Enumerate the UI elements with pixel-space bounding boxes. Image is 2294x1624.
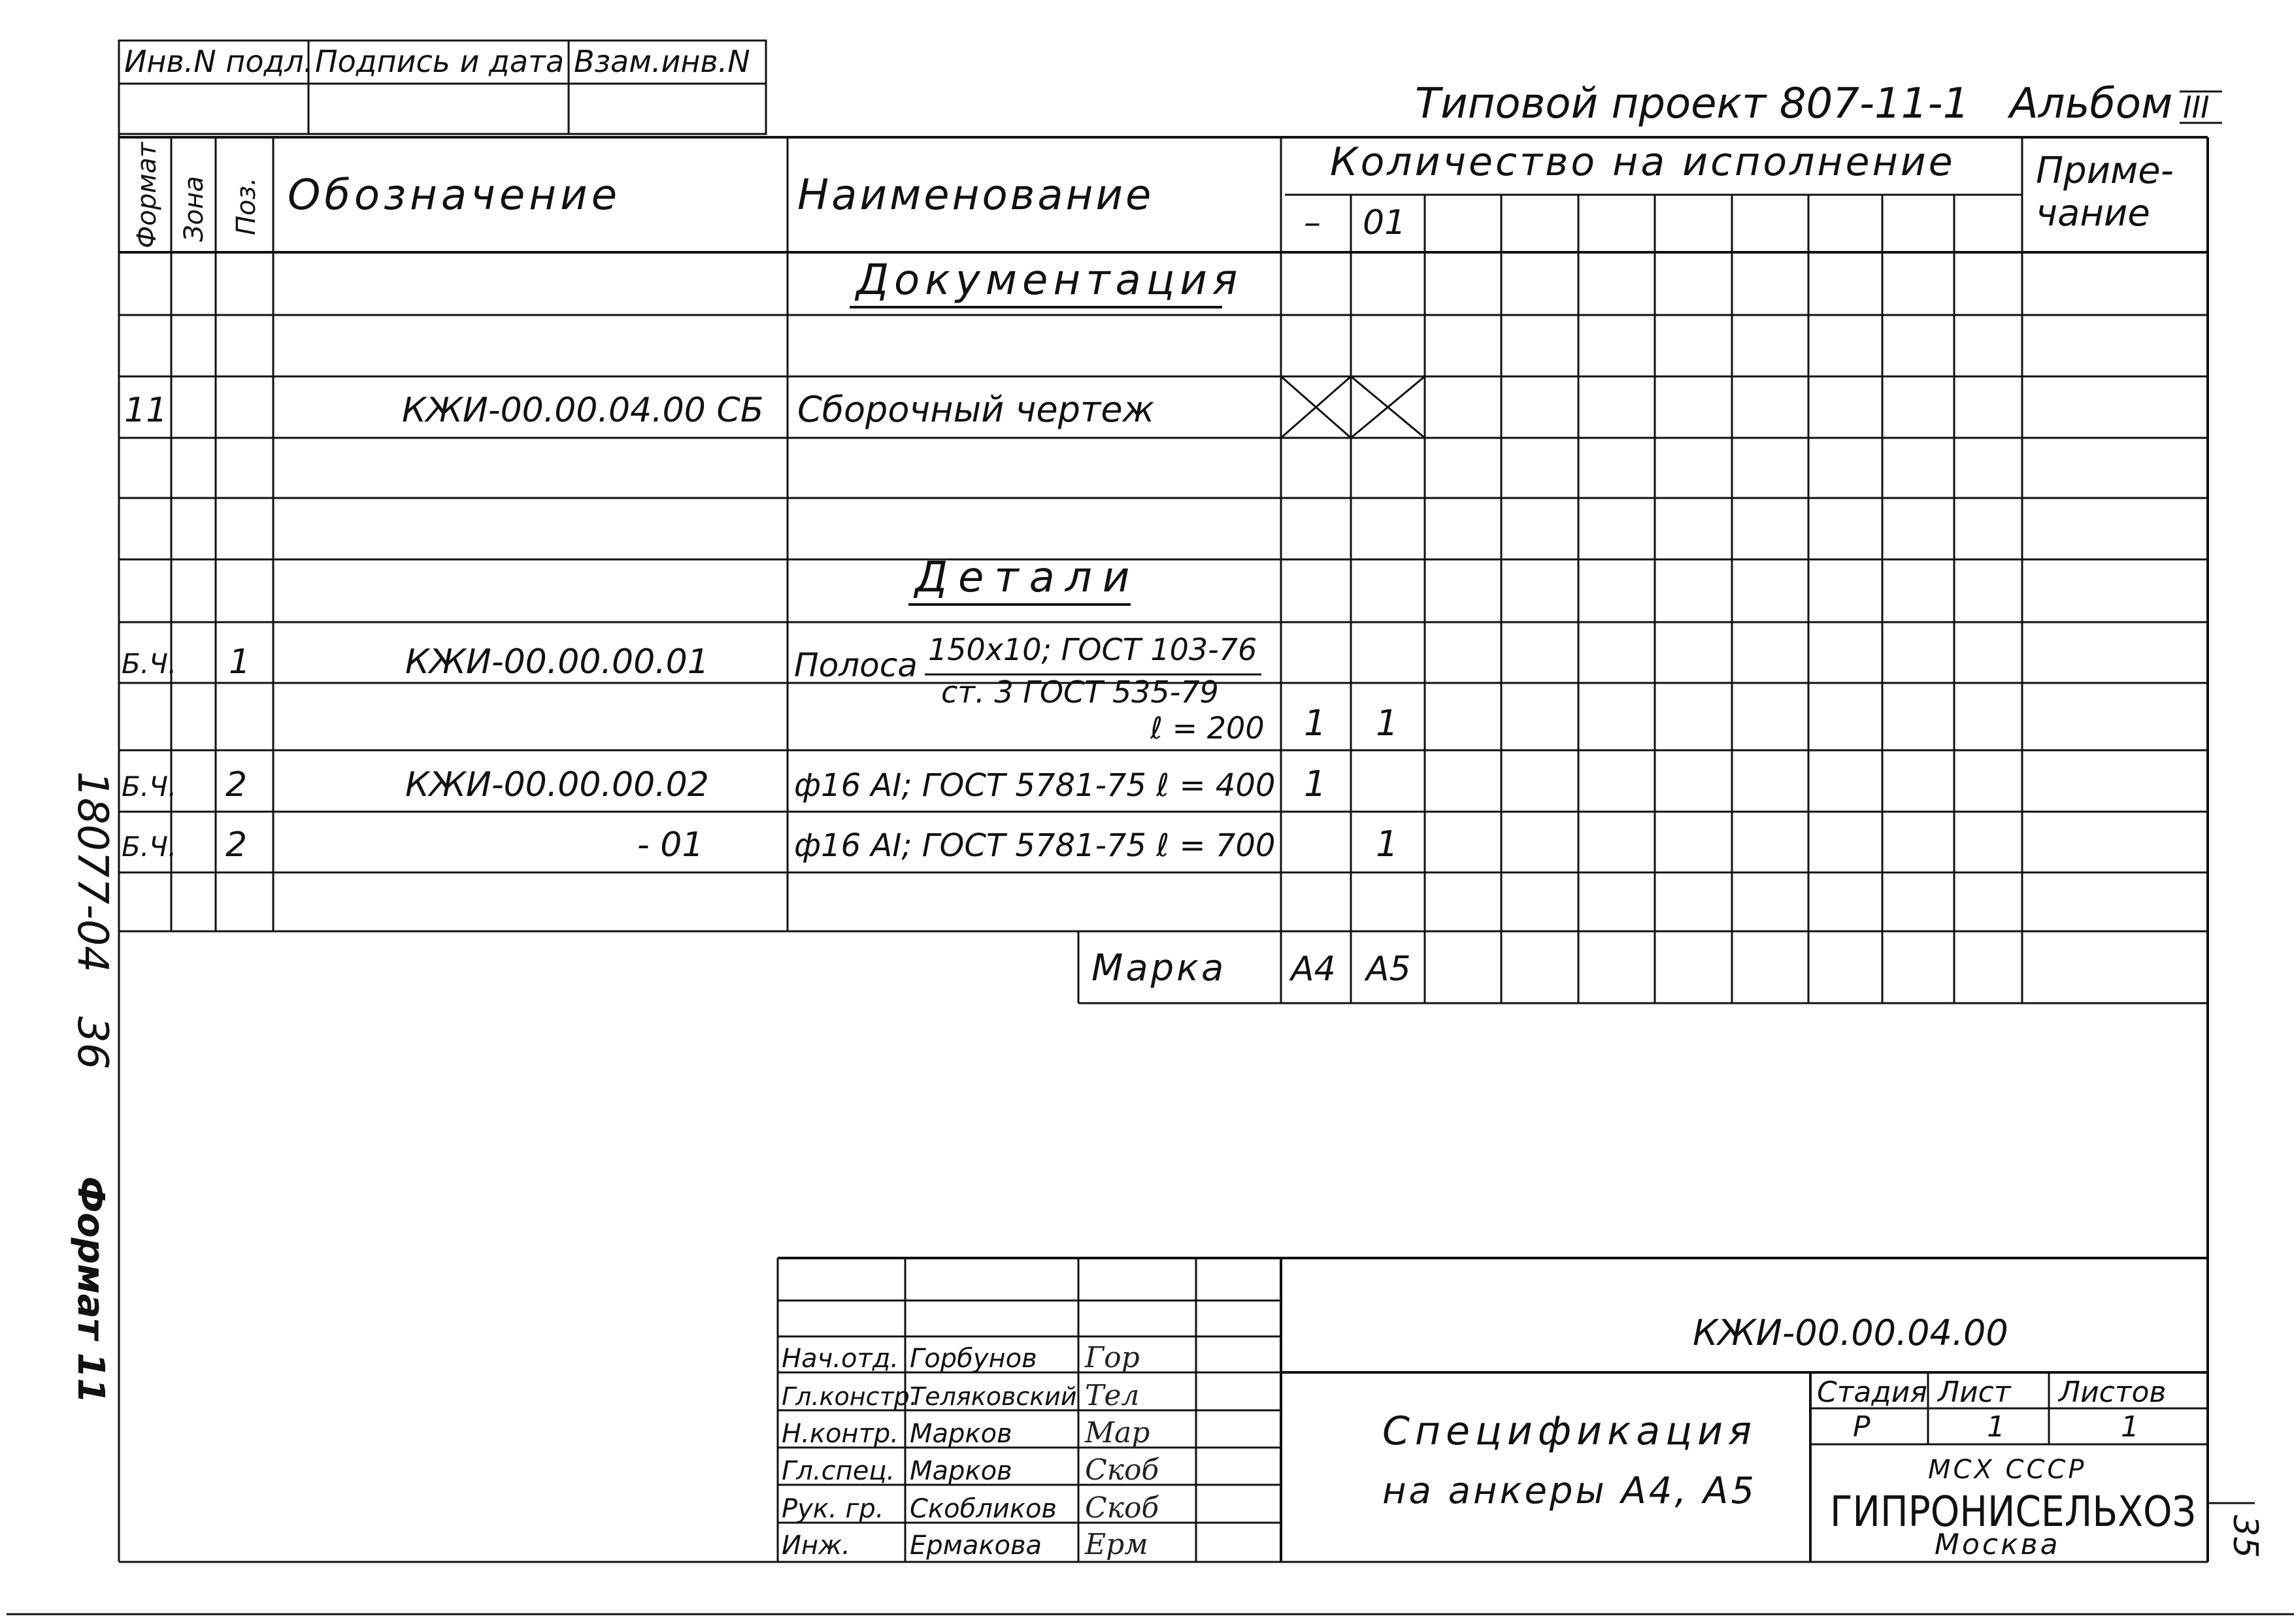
rod400-qty-base: 1 (1304, 763, 1327, 804)
ministry: МСХ СССР (1928, 1455, 2087, 1485)
col-designation: Обозначение (288, 171, 622, 220)
col-pos: Поз. (231, 177, 261, 235)
marka-label: Марка (1091, 947, 1227, 989)
staff-name-4: Марков (910, 1456, 1012, 1486)
col-quantity-title: Количество на исполнение (1330, 139, 1955, 185)
doc-code: КЖИ-00.00.04.00 (1693, 1312, 2008, 1353)
rod400-designation: КЖИ-00.00.00.02 (405, 765, 709, 804)
strip-spec-top: 150x10; ГОСТ 103-76 (928, 632, 1257, 667)
marka-base: А4 (1291, 950, 1336, 989)
signature-date-label: Подпись и дата (315, 44, 565, 79)
rod400-name: ф16 АI; ГОСТ 5781-75 ℓ = 400 (794, 767, 1276, 804)
strip-qty-base: 1 (1304, 703, 1327, 744)
strip-qty-01: 1 (1376, 703, 1399, 744)
staff-role-2: Гл.констр. (782, 1382, 918, 1411)
staff-signature-5: Скоб (1085, 1491, 1159, 1525)
col-exec-base: – (1304, 203, 1321, 242)
staff-signature-3: Мар (1085, 1416, 1150, 1450)
sheet-label: Лист (1938, 1376, 2011, 1409)
marka-01: А5 (1366, 950, 1411, 989)
assembly-name: Сборочный чертеж (797, 389, 1155, 430)
staff-name-1: Горбунов (910, 1344, 1037, 1374)
staff-signature-1: Гор (1085, 1341, 1140, 1374)
staff-name-5: Скобликов (910, 1494, 1057, 1524)
staff-name-2: Теляковский (910, 1382, 1077, 1411)
vzam-inv-label: Взам.инв.N (574, 44, 750, 79)
title-line-1: Спецификация (1382, 1408, 1757, 1454)
sheet-value: 1 (1987, 1410, 2005, 1444)
city: Москва (1935, 1528, 2061, 1561)
rod400-format: Б.Ч. (122, 771, 177, 803)
strip-spec-bottom: ст. 3 ГОСТ 535-79 (941, 674, 1219, 710)
col-exec-01: 01 (1363, 203, 1406, 242)
album-number: III (2183, 90, 2210, 125)
col-zone: Зона (179, 176, 209, 242)
assembly-format: 11 (124, 391, 168, 430)
staff-name-6: Ермакова (910, 1531, 1042, 1561)
project-label: Типовой проект 807-11-1 (1415, 80, 1970, 128)
page-number: 35 (2225, 1515, 2265, 1559)
staff-role-4: Гл.спец. (782, 1456, 895, 1486)
album-label: Альбом (2010, 80, 2173, 128)
staff-role-3: Н.контр. (782, 1419, 899, 1449)
left-sheet: 36 (68, 1016, 116, 1070)
stage-value: Р (1853, 1410, 1870, 1444)
strip-pos: 1 (229, 642, 251, 682)
rod400-pos: 2 (225, 765, 248, 804)
rod700-pos: 2 (225, 825, 248, 865)
strip-format: Б.Ч. (122, 648, 177, 680)
staff-signature-4: Скоб (1085, 1453, 1159, 1487)
left-format: Формат 11 (69, 1176, 112, 1404)
staff-role-6: Инж. (782, 1531, 850, 1561)
section-details: Детали (915, 554, 1140, 602)
strip-designation: КЖИ-00.00.00.01 (405, 642, 709, 682)
rod700-name: ф16 АI; ГОСТ 5781-75 ℓ = 700 (794, 827, 1276, 864)
rod700-format: Б.Ч. (122, 831, 177, 863)
sheets-value: 1 (2121, 1410, 2139, 1444)
left-number: 18077-04 (68, 771, 116, 973)
strip-name: Полоса (794, 646, 918, 684)
staff-signature-2: Тел (1085, 1379, 1140, 1412)
col-format: Формат (132, 142, 162, 248)
strip-length: ℓ = 200 (1150, 710, 1265, 746)
col-note: Приме-чание (2036, 150, 2174, 235)
staff-name-3: Марков (910, 1419, 1012, 1449)
rod700-designation: - 01 (637, 825, 704, 865)
staff-role-1: Нач.отд. (782, 1344, 899, 1374)
title-line-2: на анкеры А4, А5 (1382, 1470, 1757, 1512)
rod700-qty-01: 1 (1376, 823, 1399, 865)
assembly-designation: КЖИ-00.00.04.00 СБ (402, 391, 764, 430)
section-documentation: Документация (856, 256, 1243, 305)
org-name: ГИПРОНИСЕЛЬХОЗ (1830, 1488, 2196, 1536)
stage-label: Стадия (1817, 1376, 1927, 1409)
sheets-label: Листов (2059, 1376, 2167, 1409)
staff-role-5: Рук. гр. (782, 1494, 884, 1524)
col-name: Наименование (797, 171, 1154, 220)
staff-signature-6: Ерм (1085, 1528, 1148, 1561)
inv-podl-label: Инв.N подл. (124, 44, 314, 79)
